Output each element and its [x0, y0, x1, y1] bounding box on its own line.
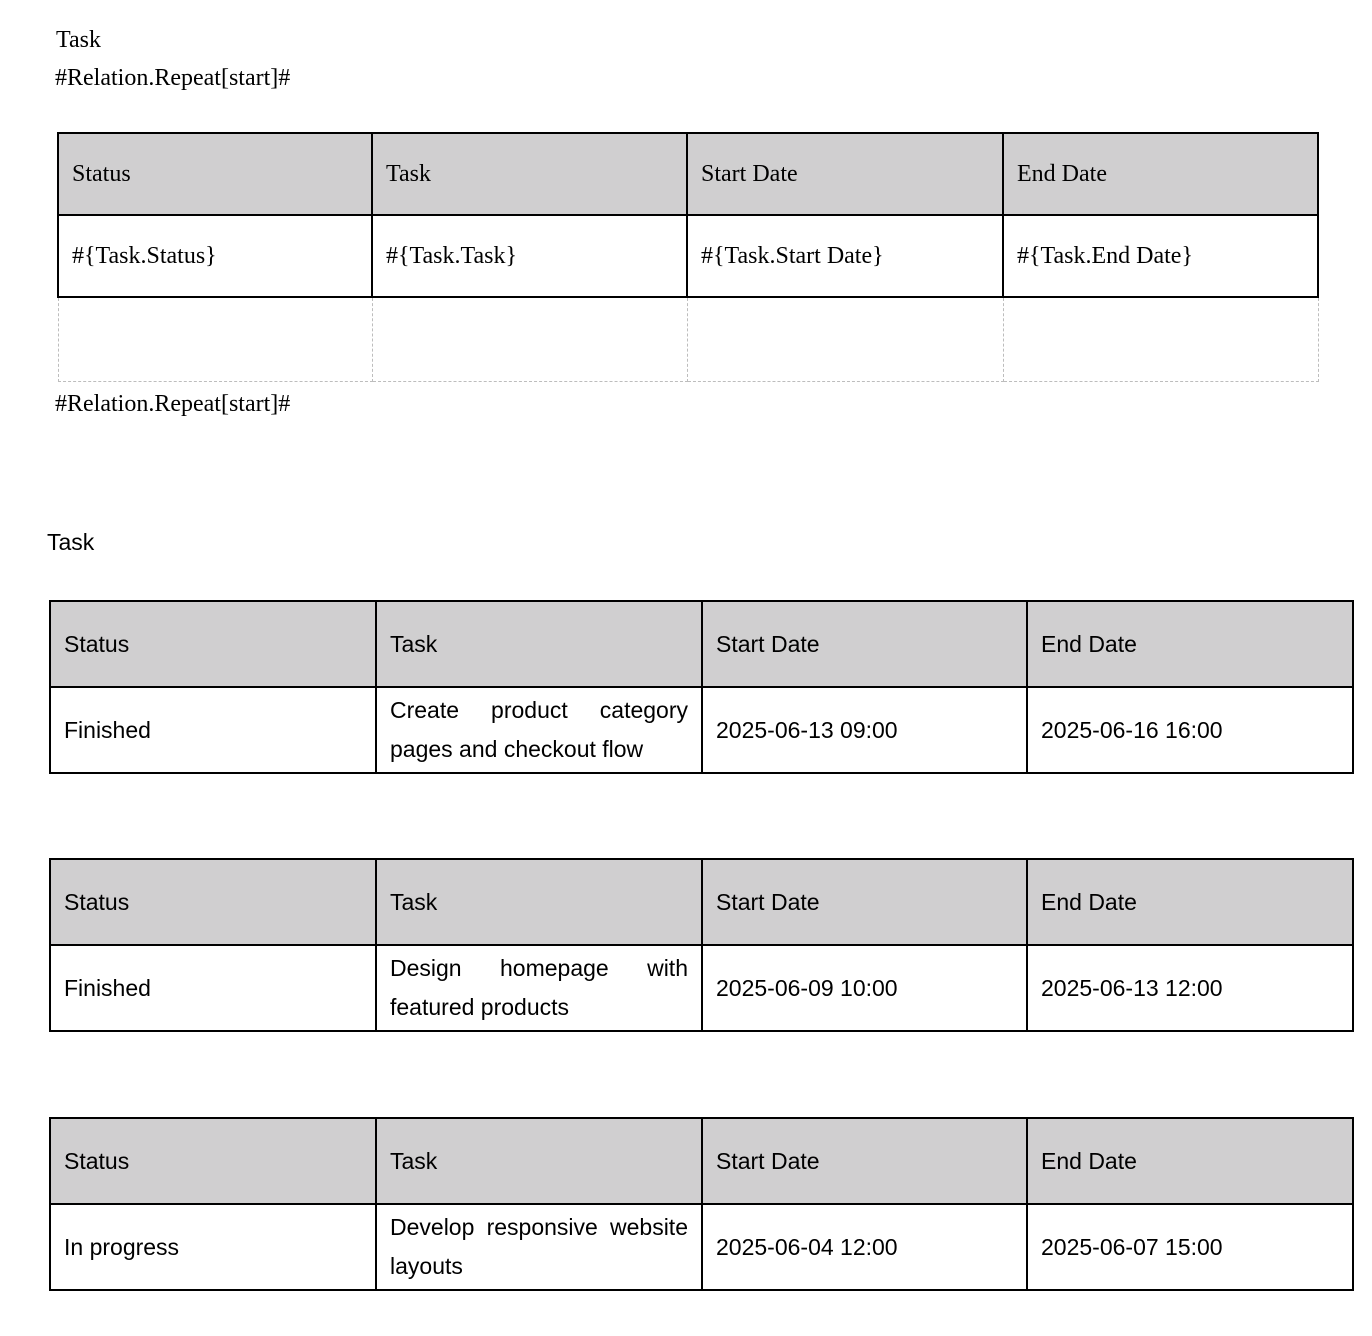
placeholder-cell-end-date: #{Task.End Date}: [1003, 215, 1318, 297]
record-header-row: [50, 1118, 1353, 1204]
record-table: [49, 600, 1354, 774]
end-date-cell: 2025-06-07 15:00: [1027, 1204, 1353, 1290]
end-date-cell: 2025-06-16 16:00: [1027, 687, 1353, 773]
status-cell: Finished: [50, 687, 376, 773]
output-title: Task: [47, 529, 95, 555]
record-row: [50, 687, 1353, 773]
empty-cell: [1003, 297, 1318, 381]
record-header-row: [50, 601, 1353, 687]
status-cell: Finished: [50, 945, 376, 1031]
record-row: [50, 1204, 1353, 1290]
start-date-cell: 2025-06-13 09:00: [702, 687, 1027, 773]
empty-cell: [58, 297, 372, 381]
header-cell-task: Task: [372, 133, 687, 215]
repeat-end-marker: #Relation.Repeat[start]#: [55, 391, 291, 417]
record-header-row: [50, 859, 1353, 945]
header-cell-start-date: Start Date: [702, 1118, 1027, 1204]
header-cell-end-date: End Date: [1003, 133, 1318, 215]
header-cell-task: Task: [376, 1118, 702, 1204]
template-table: [57, 132, 1319, 382]
start-date-cell: 2025-06-04 12:00: [702, 1204, 1027, 1290]
template-title: Task: [56, 27, 101, 53]
header-cell-status: Status: [50, 601, 376, 687]
template-header-row: [58, 133, 1318, 215]
placeholder-cell-start-date: #{Task.Start Date}: [687, 215, 1003, 297]
placeholder-cell-task: #{Task.Task}: [372, 215, 687, 297]
task-cell: Develop responsive website layouts: [376, 1204, 702, 1290]
status-cell: In progress: [50, 1204, 376, 1290]
header-cell-end-date: End Date: [1027, 859, 1353, 945]
placeholder-cell-status: #{Task.Status}: [58, 215, 372, 297]
template-placeholder-row: [58, 215, 1318, 297]
record-row: [50, 945, 1353, 1031]
header-cell-task: Task: [376, 859, 702, 945]
header-cell-start-date: Start Date: [702, 601, 1027, 687]
task-cell: Create product category pages and checkout flow: [376, 687, 702, 773]
header-cell-status: Status: [50, 1118, 376, 1204]
record-table: [49, 858, 1354, 1032]
header-cell-start-date: Start Date: [687, 133, 1003, 215]
header-cell-status: Status: [50, 859, 376, 945]
template-empty-row: [58, 297, 1318, 381]
header-cell-status: Status: [58, 133, 372, 215]
record-table: [49, 1117, 1354, 1291]
start-date-cell: 2025-06-09 10:00: [702, 945, 1027, 1031]
header-cell-end-date: End Date: [1027, 601, 1353, 687]
end-date-cell: 2025-06-13 12:00: [1027, 945, 1353, 1031]
repeat-start-marker: #Relation.Repeat[start]#: [55, 65, 291, 91]
header-cell-start-date: Start Date: [702, 859, 1027, 945]
empty-cell: [687, 297, 1003, 381]
header-cell-task: Task: [376, 601, 702, 687]
empty-cell: [372, 297, 687, 381]
task-cell: Design homepage with featured products: [376, 945, 702, 1031]
header-cell-end-date: End Date: [1027, 1118, 1353, 1204]
